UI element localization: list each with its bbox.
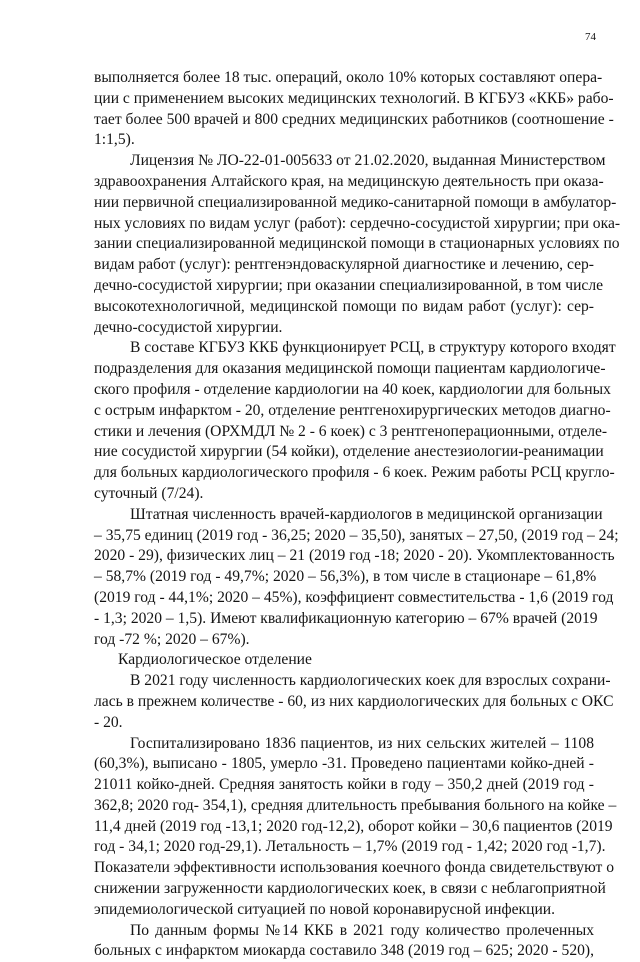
text-line: 21011 койко-дней. Средняя занятость койки в году – 350,2 дней (2019 год - (94, 776, 594, 794)
text-line: ных условиях по видам услуг (работ): сердечно-сосудистой хирургии; при ока- (94, 214, 621, 232)
text-line: (2019 год - 44,1%; 2020 – 45%), коэффициент совместительства - 1,6 (2019 год (94, 588, 614, 606)
text-line: ского профиля - отделение кардиологии на 40 коек, кардиологии для больных (94, 380, 611, 398)
text-line: Показатели эффективности использования коечного фонда свидетельствуют о (94, 859, 615, 877)
text-line: с острым инфарктом - 20, отделение рентгенохирургических методов диагно- (94, 401, 611, 419)
paragraph-form-14 (94, 921, 594, 962)
text-line: год - 34,1; 2020 год-29,1). Летальность – 1,7% (2019 год - 1,42; 2020 год -1,7). (94, 838, 606, 856)
text-line: дечно-сосудистой хирургии; при оказании специализированной, в том числе (94, 276, 604, 294)
text-line: - 1,3; 2020 – 1,5). Имеют квалификационную категорию – 67% врачей (2019 (94, 609, 598, 627)
text-line: 11,4 дней (2019 год -13,1; 2020 год-12,2), оборот койки – 30,6 пациентов (2019 (94, 817, 613, 835)
text-line: суточный (7/24). (94, 484, 204, 502)
text-line: снижении загруженности кардиологических коек, в связи с неблагоприятной (94, 880, 606, 898)
text-line: видам работ (услуг): рентгенэндоваскулярной диагностике и лечению, сер- (94, 256, 594, 274)
text-line: дечно-сосудистой хирургии. (94, 318, 283, 336)
paragraph-license (94, 151, 621, 338)
text-line: подразделения для оказания медицинской помощи пациентам кардиологиче- (94, 360, 606, 378)
text-line: - 20. (94, 713, 123, 731)
text-line: По данным формы №14 ККБ в 2021 году количество пролеченных (130, 921, 594, 939)
text-line: – 35,75 единиц (2019 год - 36,25; 2020 – 35,50), занятых – 27,50, (2019 год – 24; (94, 526, 619, 544)
text-line: – 58,7% (2019 год - 49,7%; 2020 – 56,3%), в том числе в стационаре – 61,8% (94, 568, 597, 586)
paragraph-staff-overview (94, 68, 614, 151)
text-line: выполняется более 18 тыс. операций, около 10% которых составляют опера- (94, 69, 603, 86)
text-line: 2020 - 29), физических лиц – 21 (2019 год -18; 2020 - 20). Укомплектованность (94, 547, 615, 565)
page-number: 74 (585, 31, 596, 43)
text-line: год -72 %; 2020 – 67%). (94, 630, 250, 648)
text-line: стики и лечения (ОРХМДЛ № 2 - 6 коек) с 3 рентгеноперационными, отделе- (94, 422, 608, 440)
text-line: зании специализированной медицинской помощи в стационарных условиях по (94, 235, 620, 253)
text-line: лась в прежнем количестве - 60, из них кардиологических для больных с ОКС (94, 692, 614, 710)
text-line: В составе КГБУЗ ККБ функционирует РСЦ, в структуру которого входят (130, 339, 616, 357)
text-line: здравоохранения Алтайского края, на медицинскую деятельность при оказа- (94, 172, 604, 190)
text-line: нии первичной специализированной медико-санитарной помощи в амбулатор- (94, 193, 617, 211)
text-line: 362,8; 2020 год- 354,1), средняя длительность пребывания больного на койке – (94, 796, 617, 814)
text-line: ние сосудистой хирургии (54 койки), отделение анестезиологии-реанимации (94, 443, 604, 461)
text-line: эпидемиологической ситуацией по новой коронавирусной инфекции. (94, 900, 556, 918)
text-line: тает более 500 врачей и 800 средних медицинских работников (соотношение - (94, 110, 614, 128)
text-line: больных с инфарктом миокарда составило 348 (2019 год – 625; 2020 - 520), (94, 942, 594, 960)
paragraph-bed-count (94, 671, 614, 733)
section-heading: Кардиологическое отделение (118, 651, 312, 669)
text-line: 1:1,5). (94, 131, 135, 149)
text-line: ции с применением высоких медицинских технологий. В КГБУЗ «ККБ» рабо- (94, 89, 614, 107)
text-line: Госпитализировано 1836 пациентов, из них сельских жителей – 1108 (130, 734, 594, 752)
body-text (94, 68, 621, 962)
text-line: В 2021 году численность кардиологических коек для взрослых сохрани- (130, 672, 611, 690)
paragraph-rsc-structure (94, 338, 616, 504)
text-line: для больных кардиологического профиля - 6 коек. Режим работы РСЦ кругло- (94, 464, 615, 482)
text-line: Штатная численность врачей-кардиологов в медицинской организации (130, 505, 603, 523)
text-line: Лицензия № ЛО-22-01-005633 от 21.02.2020, выданная Министерством (130, 152, 606, 170)
paragraph-hospitalization-stats (94, 734, 617, 921)
paragraph-cardiologist-staffing (94, 505, 619, 651)
text-line: высокотехнологичной, медицинской помощи по видам работ (услуг): сер- (94, 297, 594, 315)
text-line: (60,3%), выписано - 1805, умерло -31. Проведено пациентами койко-дней - (94, 755, 594, 773)
